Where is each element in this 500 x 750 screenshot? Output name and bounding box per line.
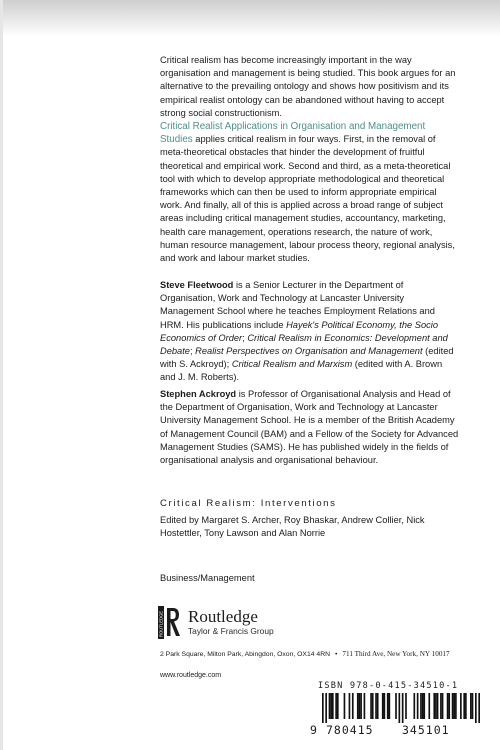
barcode-bar — [472, 693, 474, 719]
spine-edge — [0, 0, 3, 750]
barcode-bar — [399, 693, 401, 723]
ean-first-digit: 9 — [310, 723, 318, 737]
publisher-group: Taylor & Francis Group — [188, 626, 274, 636]
intro-paragraph — [160, 54, 460, 120]
author-name-fleetwood: Steve Fleetwood — [160, 280, 234, 290]
routledge-logo-icon — [158, 606, 182, 639]
barcode-bar — [389, 693, 391, 719]
barcode-bar — [465, 693, 467, 719]
svg-text:ROUTLEDGE: ROUTLEDGE — [158, 610, 164, 637]
barcode-bar — [325, 693, 327, 723]
barcode-bar — [448, 693, 450, 719]
book-title: Critical Realist Applications in Organisation and Management Studies — [160, 121, 426, 146]
bio-text: is Professor of Organisational Analysis and Head of the Department of Organisation, Work and Technology at Lancaster University Management School. He is a member of the British Academy of Management Council (BAM) and a Fellow of the Society for Advanced Management Studies (SAMS). He has published widely in the fields of organisational analysis and organisational behaviour. — [160, 389, 459, 466]
barcode-bar — [442, 693, 444, 719]
barcode-bar — [420, 693, 422, 719]
publication-title: Realist Perspectives on Organisation and Management — [195, 346, 423, 357]
barcode-bar — [330, 693, 332, 719]
cover-top-edge — [0, 0, 500, 36]
publisher-logo — [158, 605, 458, 645]
barcode-bar — [349, 693, 351, 719]
barcode-bar — [352, 693, 354, 719]
publisher-website: www.routledge.com — [160, 672, 222, 679]
series-title: Critical Realism: Interventions — [160, 498, 337, 509]
series-info — [160, 497, 460, 541]
series-editors: Edited by Margaret S. Archer, Roy Bhaskar, Andrew Collier, Nick Hostettler, Tony Lawson and Alan Norrie — [160, 515, 425, 539]
barcode-bar — [433, 693, 435, 719]
applications-body: applies critical realism in four ways. First, in the removal of meta-theoretical obstacles that hinder the development of fruitful theoretical and empirical work. Second and third, as a meta-theoretical tool with which to develop appropriate methodological and theoretical frameworks which can then be used to inform appropriate empirical work. And finally, all of this is applied across a broad range of subject areas including critical management studies, accountancy, marketing, health care management, operations research, the nature of work, human resource management, labour process theory, regional analysis, and work and labour market studies. — [160, 134, 455, 264]
bio-separator: ; — [189, 346, 196, 357]
barcode-block — [310, 681, 490, 741]
publisher-name: Routledge — [188, 607, 258, 626]
applications-text — [160, 120, 460, 265]
barcode-bar — [417, 693, 419, 719]
barcode-bar — [440, 693, 442, 719]
barcode-bar — [437, 693, 439, 719]
barcode-bar — [384, 693, 386, 719]
barcode-bar — [447, 693, 449, 719]
barcode — [322, 693, 480, 723]
barcode-bar — [372, 693, 374, 719]
barcode-bar — [329, 693, 331, 719]
bio-text: (edited with A. Brown and J. M. Roberts). — [160, 359, 443, 383]
barcode-bar — [387, 693, 389, 719]
barcode-bar — [332, 693, 334, 719]
barcode-bar — [475, 693, 477, 723]
barcode-bar — [337, 693, 339, 719]
barcode-bar — [478, 693, 480, 723]
publisher-address — [160, 650, 490, 658]
ean-left-group: 780415 — [326, 723, 374, 737]
bio-separator: ; — [242, 332, 248, 343]
barcode-bar — [413, 693, 415, 719]
barcode-bar — [455, 693, 457, 719]
barcode-bar — [344, 693, 346, 719]
barcode-bar — [423, 693, 425, 719]
barcode-bar — [375, 693, 377, 719]
barcode-bar — [382, 693, 384, 719]
barcode-bar — [402, 693, 404, 723]
address-uk: 2 Park Square, Milton Park, Abingdon, Oxon, OX14 4RN — [160, 651, 331, 658]
intro-text: Critical realism has become increasingly important in the way organisation and management is being studied. This book argues for an alternative to the prevailing ontology and shows how positivism and its empirical realist ontology can be abandoned without having to accept strong social constructionism. — [160, 55, 456, 118]
barcode-bar — [364, 693, 366, 719]
applications-paragraph — [160, 120, 460, 265]
isbn-label: ISBN 978-0-415-34510-1 — [318, 681, 459, 691]
barcode-bar — [322, 693, 324, 723]
barcode-bar — [452, 693, 454, 719]
subject-category — [160, 572, 460, 585]
barcode-bar — [335, 693, 337, 719]
bio-text: (edited with S. Ackroyd); — [160, 346, 454, 370]
publication-title: Hayek's Political Economy, the Socio Economics of Order — [160, 319, 439, 343]
barcode-bar — [453, 693, 455, 719]
barcode-bar — [405, 693, 407, 719]
publication-title: Critical Realism in Economics: Development and Debate — [160, 332, 448, 357]
barcode-bar — [395, 693, 397, 719]
address-separator: • — [335, 651, 338, 658]
bio-text: is a Senior Lecturer in the Department of Organisation, Work and Technology at Lancaster University Management School where he teaches Employment Relations and HRM. His publications include — [160, 280, 435, 330]
barcode-bar — [370, 693, 372, 719]
barcode-bar — [359, 693, 361, 719]
barcode-bar — [377, 693, 379, 719]
author-bio-ackroyd — [160, 388, 460, 467]
barcode-bar — [422, 693, 424, 719]
barcode-bar — [463, 693, 465, 719]
barcode-bar — [460, 693, 462, 719]
barcode-bar — [470, 693, 472, 719]
author-name-ackroyd: Stephen Ackroyd — [160, 389, 237, 399]
author-bio-fleetwood — [160, 279, 460, 385]
barcode-bar — [428, 693, 430, 719]
barcode-bar — [357, 693, 359, 719]
subject-label: Business/Management — [160, 573, 255, 583]
barcode-bar — [360, 693, 362, 719]
barcode-bar — [435, 693, 437, 719]
ean-right-group: 345101 — [402, 723, 450, 737]
publication-title: Critical Realism and Marxism — [231, 359, 353, 370]
address-us: 711 Third Ave, New York, NY 10017 — [342, 650, 450, 658]
